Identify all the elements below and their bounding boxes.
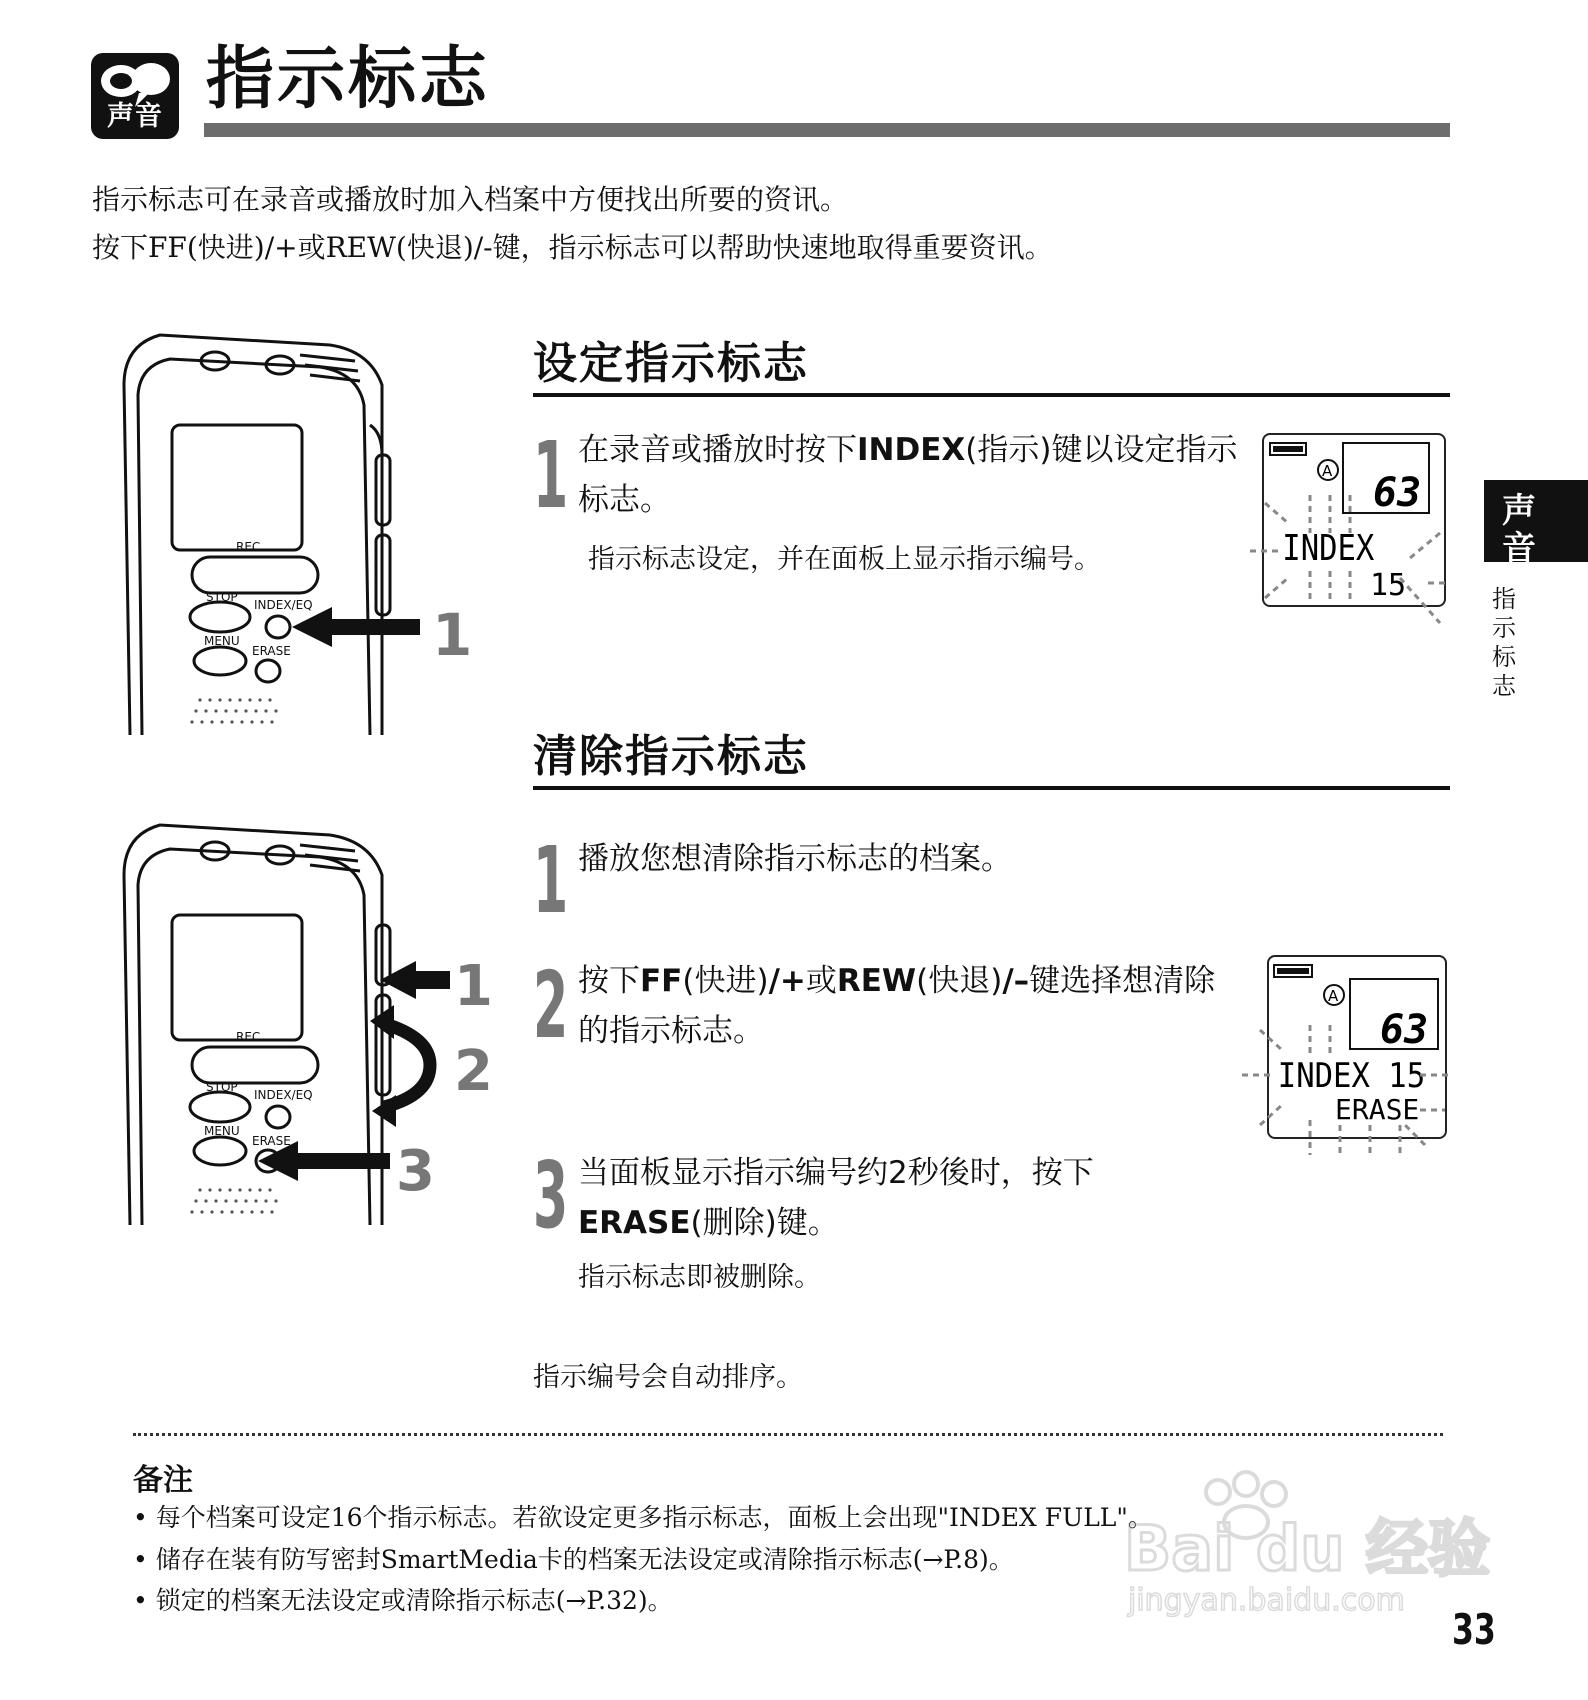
recorder-illustration-set bbox=[120, 325, 480, 735]
step-text bbox=[578, 1148, 1218, 1248]
callout-number: 1 bbox=[432, 601, 473, 669]
key-name: FF bbox=[640, 963, 683, 999]
step-text-part: 在录音或播放时按下 bbox=[578, 432, 857, 468]
menu-button-label: MENU bbox=[204, 634, 240, 648]
lcd-display bbox=[1240, 955, 1450, 1155]
key-name: REW bbox=[836, 963, 917, 999]
lcd-erase-label: ERASE bbox=[1335, 1093, 1420, 1126]
section-title-set: 设定指示标志 bbox=[533, 338, 809, 389]
step-subtext: 指示标志即被删除。 bbox=[578, 1262, 821, 1293]
memo-item: • 锁定的档案无法设定或清除指示标志(→P.32)。 bbox=[133, 1586, 673, 1615]
lcd-index-number: 15 bbox=[1370, 568, 1407, 603]
stop-button-label: STOP bbox=[206, 1080, 238, 1094]
callout-number: 1 bbox=[454, 954, 493, 1019]
watermark-url: jingyan.baidu.com bbox=[1128, 1583, 1405, 1618]
recorder-illustration-clear bbox=[120, 815, 493, 1225]
rec-button-label: REC bbox=[236, 540, 261, 554]
memo-item: • 每个档案可设定16个指示标志。若欲设定更多指示标志，面板上会出现"INDEX FULL"。 bbox=[133, 1503, 1153, 1532]
step-number: 2 bbox=[533, 952, 569, 1059]
step-text-part: (指示)键以设定指示标志。 bbox=[578, 432, 1238, 518]
step-text-part: 当面板显示指示编号约2秒後时，按下 bbox=[578, 1155, 1094, 1191]
index-button-label: INDEX/EQ bbox=[254, 1088, 313, 1102]
side-tab bbox=[1484, 480, 1588, 569]
chapter-icon-label: 声音 bbox=[107, 101, 163, 132]
erase-button-label: ERASE bbox=[252, 1134, 291, 1148]
step-text-part: (快退) bbox=[916, 963, 1003, 999]
stop-button-label: STOP bbox=[206, 590, 238, 604]
dotted-divider bbox=[133, 1433, 1443, 1436]
lcd-file-number: 63 bbox=[1380, 1007, 1429, 1053]
intro-line-1: 指示标志可在录音或播放时加入档案中方便找出所要的资讯。 bbox=[92, 183, 849, 216]
lcd-index-label: INDEX 15 bbox=[1277, 1055, 1426, 1096]
step-text-part: 或 bbox=[805, 963, 837, 999]
step-text-part: 按下 bbox=[578, 963, 640, 999]
step-text: 播放您想清除指示标志的档案。 bbox=[578, 841, 1012, 877]
side-tab-label: 声音 bbox=[1502, 491, 1536, 569]
step-text bbox=[578, 956, 1238, 1056]
lcd-index-label: INDEX bbox=[1282, 526, 1375, 569]
index-button-label: INDEX/EQ bbox=[254, 598, 313, 612]
key-name: /– bbox=[1002, 963, 1030, 999]
page-title: 指示标志 bbox=[206, 40, 491, 119]
key-name: /+ bbox=[768, 963, 806, 999]
rec-button-label: REC bbox=[236, 1030, 261, 1044]
lcd-folder: A bbox=[1328, 987, 1339, 1005]
lcd-display bbox=[1250, 433, 1450, 629]
erase-button-label: ERASE bbox=[252, 644, 291, 658]
step-text-part: (快进) bbox=[682, 963, 769, 999]
step-subtext: 指示标志设定，并在面板上显示指示编号。 bbox=[588, 544, 1101, 575]
intro-line-2: 按下FF(快进)/+或REW(快退)/-键，指示标志可以帮助快速地取得重要资讯。 bbox=[92, 231, 1053, 264]
memo-item: • 储存在装有防写密封SmartMedia卡的档案无法设定或清除指示标志(→P.8)。 bbox=[133, 1545, 1014, 1574]
lcd-folder: A bbox=[1322, 462, 1333, 480]
step-number: 1 bbox=[533, 422, 569, 529]
step-text bbox=[578, 425, 1238, 525]
section-rule bbox=[533, 393, 1450, 397]
section-title-clear: 清除指示标志 bbox=[533, 731, 809, 782]
step-number: 3 bbox=[533, 1142, 569, 1249]
step-number: 1 bbox=[533, 827, 569, 934]
key-name: ERASE bbox=[578, 1205, 691, 1241]
step-text-part: 键选择想清除的指示标志。 bbox=[578, 963, 1216, 1049]
step-text-part: (删除)键。 bbox=[690, 1205, 839, 1241]
menu-button-label: MENU bbox=[204, 1124, 240, 1138]
callout-number: 2 bbox=[454, 1039, 493, 1104]
section-rule bbox=[533, 786, 1450, 790]
key-name: INDEX bbox=[857, 432, 966, 468]
watermark-logo bbox=[1118, 1460, 1491, 1620]
watermark-brand: Bai du 经验 bbox=[1124, 1512, 1491, 1585]
page-number: 33 bbox=[1452, 1605, 1496, 1654]
side-tab-caption: 指示标志 bbox=[1492, 585, 1516, 700]
footnote: 指示编号会自动排序。 bbox=[533, 1362, 803, 1393]
lcd-file-number: 63 bbox=[1373, 470, 1422, 516]
chapter-icon bbox=[91, 53, 179, 139]
title-bar bbox=[204, 123, 1450, 137]
callout-number: 3 bbox=[396, 1139, 435, 1204]
arrow-icon bbox=[292, 607, 420, 647]
memo-title: 备注 bbox=[133, 1463, 193, 1498]
